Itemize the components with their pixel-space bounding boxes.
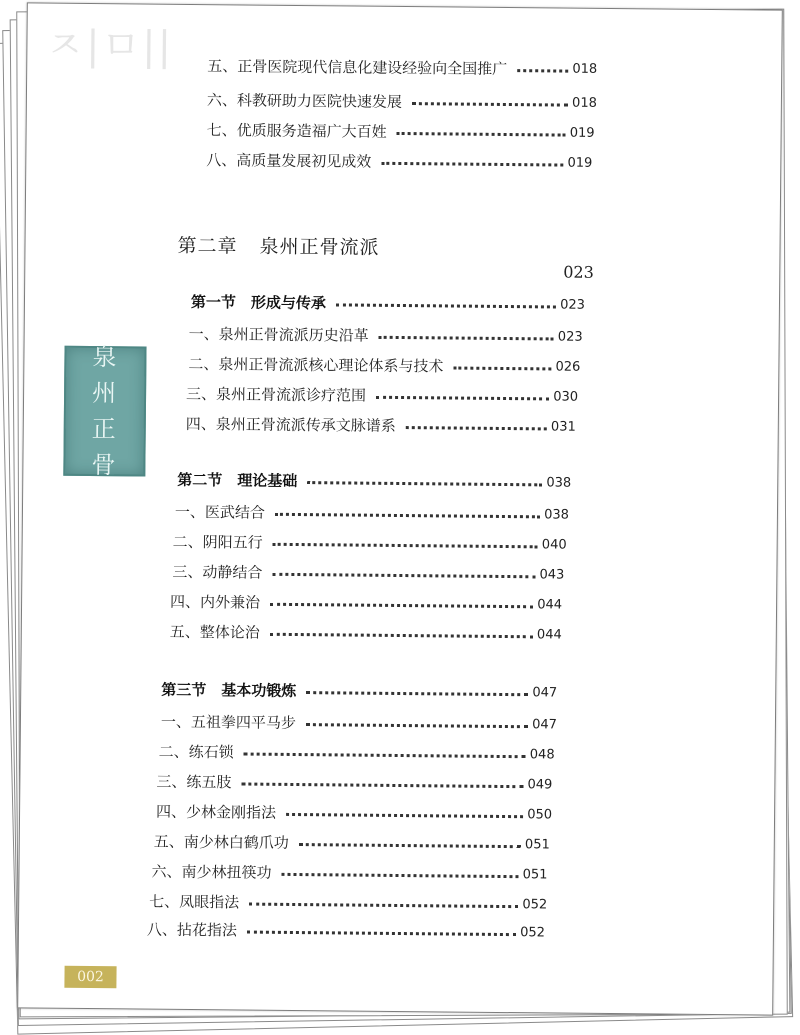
toc-entry-page: 040 (541, 537, 567, 553)
leader-dots (397, 132, 566, 137)
toc-page (17, 2, 783, 1015)
toc-entry-label: 五、南少林白鹤爪功 (153, 832, 289, 852)
toc-entry-page: 019 (569, 125, 595, 141)
toc-entry (156, 771, 552, 796)
section-title: 第二节 理论基础 (177, 470, 298, 491)
leader-dots (299, 843, 521, 848)
toc-entry-label: 三、动静结合 (172, 562, 263, 582)
toc-entry-label: 一、泉州正骨流派历史沿革 (188, 324, 369, 345)
toc-entry-label: 六、科教研助力医院快速发展 (206, 91, 403, 111)
chapter-title: 泉州正骨流派 (259, 235, 380, 259)
tab-char: 泉 (92, 343, 119, 372)
section-page: 023 (560, 297, 586, 313)
toc-entry (206, 149, 592, 174)
toc-entry-label: 三、练五肢 (156, 772, 232, 792)
section-heading (191, 291, 585, 316)
section-page: 038 (546, 475, 572, 491)
leader-dots (336, 303, 556, 308)
toc-entry-label: 二、阴阳五行 (172, 532, 263, 552)
chapter-heading (177, 231, 379, 260)
leader-dots (275, 513, 540, 519)
toc-entry-page: 031 (550, 419, 576, 435)
section-heading (161, 679, 557, 704)
section-heading (177, 469, 571, 494)
leader-dots (376, 396, 549, 401)
toc-entry (207, 119, 595, 144)
toc-entry (159, 741, 555, 766)
leader-dots (281, 873, 518, 878)
toc-entry-page: 023 (557, 329, 583, 345)
toc-entry (156, 801, 552, 826)
toc-entry-page: 044 (536, 627, 562, 643)
leader-dots (272, 573, 535, 579)
toc-entry-page: 026 (555, 359, 581, 375)
toc-entry-label: 一、五祖拳四平马步 (160, 712, 297, 733)
toc-entry-label: 五、正骨医院现代信息化建设经验向全国推广 (207, 57, 508, 79)
tab-char: 骨 (91, 451, 118, 480)
leader-dots (306, 691, 528, 696)
leader-dots (406, 426, 547, 430)
leader-dots (247, 931, 516, 937)
chapter-page: 023 (563, 262, 594, 282)
toc-entry-page: 048 (529, 747, 555, 763)
toc-entry (161, 711, 557, 736)
toc-entry-label: 四、泉州正骨流派传承文脉谱系 (185, 414, 396, 435)
toc-entry-label: 七、凤眼指法 (149, 892, 240, 912)
toc-entry-page: 044 (537, 597, 563, 613)
toc-entry-page: 047 (532, 717, 558, 733)
tab-char: 州 (91, 379, 119, 408)
toc-entry-label: 一、医武结合 (174, 502, 266, 522)
toc-entry-page: 043 (539, 567, 565, 583)
leader-dots (517, 69, 568, 72)
toc-entry-label: 二、泉州正骨流派核心理论体系与技术 (188, 354, 444, 376)
leader-dots (412, 102, 568, 106)
toc-entry (207, 55, 597, 80)
leader-dots (379, 336, 554, 341)
leader-dots (249, 903, 518, 909)
toc-entry-label: 八、拈花指法 (146, 920, 238, 940)
leader-dots (307, 481, 542, 486)
toc-entry (189, 323, 583, 348)
toc-entry-label: 二、练石锁 (158, 742, 234, 762)
toc-entry-page: 051 (524, 837, 550, 853)
leader-dots (244, 753, 526, 759)
leader-dots (286, 813, 523, 818)
leader-dots (241, 782, 523, 788)
toc-entry (175, 501, 569, 526)
toc-entry (186, 413, 576, 438)
toc-entry-label: 三、泉州正骨流派诊疗范围 (186, 384, 367, 405)
toc-entry-label: 六、南少林扭筷功 (151, 862, 272, 882)
toc-entry (147, 919, 545, 944)
toc-entry (170, 621, 562, 646)
toc-entry (207, 89, 597, 114)
toc-entry-page: 030 (553, 389, 579, 405)
toc-entry-label: 八、高质量发展初见成效 (206, 151, 372, 171)
toc-entry (188, 353, 580, 378)
chapter-number: 第二章 (177, 234, 238, 258)
section-title: 第一节 形成与传承 (190, 292, 327, 313)
toc-entry-page: 038 (544, 507, 570, 523)
section-page: 047 (532, 685, 558, 701)
toc-entry-page: 018 (572, 95, 597, 111)
toc-entry-page: 052 (520, 925, 546, 941)
toc-entry-page: 050 (527, 807, 553, 823)
toc-entry-label: 四、少林金刚指法 (155, 802, 277, 822)
toc-entry (172, 561, 564, 586)
toc-entry (186, 383, 578, 408)
show-through-text: ㅈ|ㅁ|| (45, 22, 174, 70)
toc-entry-page: 051 (522, 867, 548, 883)
toc-entry-page: 052 (522, 897, 548, 913)
leader-dots (453, 367, 551, 371)
toc-entry (151, 861, 547, 886)
toc-entry (154, 831, 550, 856)
section-title: 第三节 基本功锻炼 (161, 680, 297, 701)
toc-entry-page: 018 (572, 61, 598, 77)
toc-entry-page: 019 (567, 155, 593, 171)
leader-dots (270, 603, 533, 609)
toc-entry-page: 049 (527, 777, 553, 793)
tab-char: 正 (91, 415, 118, 444)
toc-entry-label: 五、整体论治 (169, 622, 260, 642)
book-title-tab (63, 343, 146, 480)
toc-entry (149, 891, 547, 916)
leader-dots (381, 162, 563, 167)
leader-dots (306, 723, 528, 728)
toc-entry (170, 591, 562, 616)
toc-entry-label: 七、优质服务造福广大百姓 (206, 121, 387, 141)
leader-dots (273, 543, 538, 549)
page-number: 002 (64, 966, 116, 988)
toc-entry-label: 四、内外兼治 (170, 592, 261, 612)
toc-entry (173, 531, 567, 556)
leader-dots (270, 633, 533, 639)
